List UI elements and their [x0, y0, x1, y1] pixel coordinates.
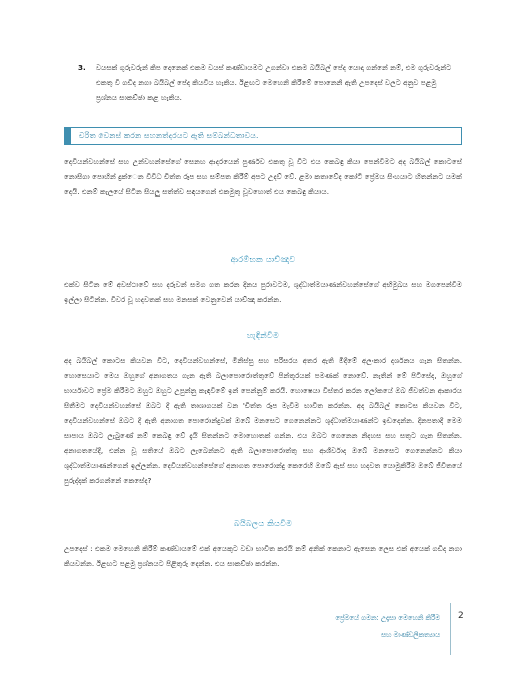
prayer-paragraph: එක්ව සිටින මේ අවස්ථාවේ සහ දරුවන් සමග ගත කරන දිනය පුරාවටම, ශුද්ධාත්මයාණන්වහන්සේගේ අභිමුඛය සහ මගපෙන්වීම ඉල්ලා සිටින්න. විවර වූ හදවතක් සහ මනසක් වෙනුවෙන් යාච්ඤා කරන්න.: [64, 280, 462, 304]
introduction-paragraph: අද බයිබල් කොටස කියවන විට, දෙවියන්වහන්සේ, මිනිස්සු සහ පරිසරය අතර ඇති මිදීමේ අලංකාර දර්ශනය ගැන සිතන්න. හොසෙයාට මෙය ඔහුගේ අනාගතය ගැන ඇති බලාපොරොත්තුවේ පින්තූරයක් පමණක් නොවේ. නැතින් මේ පිටිසේද, ඔහුගේ භාර්යාවට ප්‍රේම කිරීමට ඔහුට ඔහුට උපුන්නු කැඳවීමේ ඉන් පෙන්නුම් කරයි. හොෂෙයා විස්තර කරන ලෝකයේ ඔබ ජීවත්වන ආකාරය සිතීමට දෙවියන්වහන්සේ ඔබට දී ඇති තෘශාගයක් වන 'චිත්ත රූප මැවීම භාවිත කරන්න. අද බයිබල් කොටස කියවන විට, දෙවියන්වහන්සේ ඔබට දී ඇති අනාගත පොරොන්දුවක් ඔබේ මනසෙට ගෙනෙන්නට ශුද්ධාත්මයාණන්ට ඉඩදෙන්න. දිනපතාදී මෙම සාපාය ඔබට ලැබුණේ නම් කෙබඳු වේ දැයි සිතන්නට මොහොතක් ගන්න. එය ඔබට ගෙනෙන නිදහස සහ සතුට ගැන සිතන්න. අනාගතයේදී, එන්න වූ සතියේ ඔබට ලැබෙන්නට ඇති බලාපොරොත්තු සහ ආශීර්වාද ඔබේ මනසෙට ගෙනෙන්නට කියා ශුද්ධාත්මයාණන්ගෙන් ඉල්ලන්න. දෙවියන්වහන්සේගේ අනාගත පොරොන්දු කෙරෙහි ඔබේ ඇස් සහ හදවත යොමුකිරීම ඔබේ ජීවිතයේ පුරුද්දක් කරගන්නේ කෙසේද?: [64, 356, 462, 485]
section-heading-prayer: ආරම්භක යාච්ඤාව: [230, 255, 296, 264]
footer-title-line2: සහ මාණ්ඩලිකත්‍යාය: [381, 631, 440, 639]
list-item-text: වයසක් ගුරුවරුන් කිප දෙනෙක් එකම වයස් කණ්ඩායමට උගන්වා එකම බයිබල් පේද යොදා ගන්නේ නම්, එම ගුරුවරුන්ට එකතු වී ගඩිද නගා බයිබල් පේද කියවිය හැකිය. ඊළඟට මෙහෙනි කිරීමේ පොනෙනි ඇති උපදෙස් වලට අනුව පළමු ප්‍රශ්නය සාකච්ඡා කළ හැකිය.: [96, 63, 452, 102]
section-heading-bible-reading: බයිබලය කියවීම: [233, 519, 293, 528]
section-heading-introduction: හැඳින්වීම: [246, 331, 280, 340]
list-item-number: 3.: [78, 63, 86, 72]
section-banner: [64, 127, 462, 145]
banner-title: චරිත වෙනස් කරන සහනත්දරයට ඇති සම්බන්ධතාවය.: [79, 131, 259, 140]
footer-title-line1: ප්‍රේමයේ ගමන: උදෑසා මෙහෙනි කිරීම: [335, 614, 440, 622]
footer-divider: [450, 603, 451, 655]
list-item: [78, 60, 458, 105]
page-number: 2: [458, 611, 464, 621]
intro-paragraph: දෙවියන්වහන්සේ සහ උන්වහන්සේගේ සෙනහ ආදරයෙන් පුර්ණව එකතු වූ විට එය කෙබඳු කියා පෙන්වීමට අද බයිබල් කොටසේ නොසිගා පොහින් දුක්ෙන විවිධ චිත්ත රූප සහ සම්පත කිරීම් අපට උදව් වේ. ළමා කතාවේද කෝටි ප්‍රේමය සිංහයාට හිතන්නට යමක් දෙයි. එනම් කැලයේ සිටින සියලු සත්ත්ව සඳයගෙන් එකමුතු වූවහොත් එය කෙබඳු කියාය.: [64, 157, 462, 196]
bible-reading-paragraph: උපදෙස් : එකම මෙහෙනි කිරීම් කණ්ඩායමේ එක් අයෙකුට වඩා භාවිත කරයි නම් අනික් කෙනාට ඇසෙන ලෙස එක් අයෙක් ගඩිද නගා කියවන්න. ඊළඟට පළමු ප්‍රශ්නයට පිළිතුරු දෙන්න. එය සාකච්ඡා කරන්න.: [64, 544, 462, 568]
